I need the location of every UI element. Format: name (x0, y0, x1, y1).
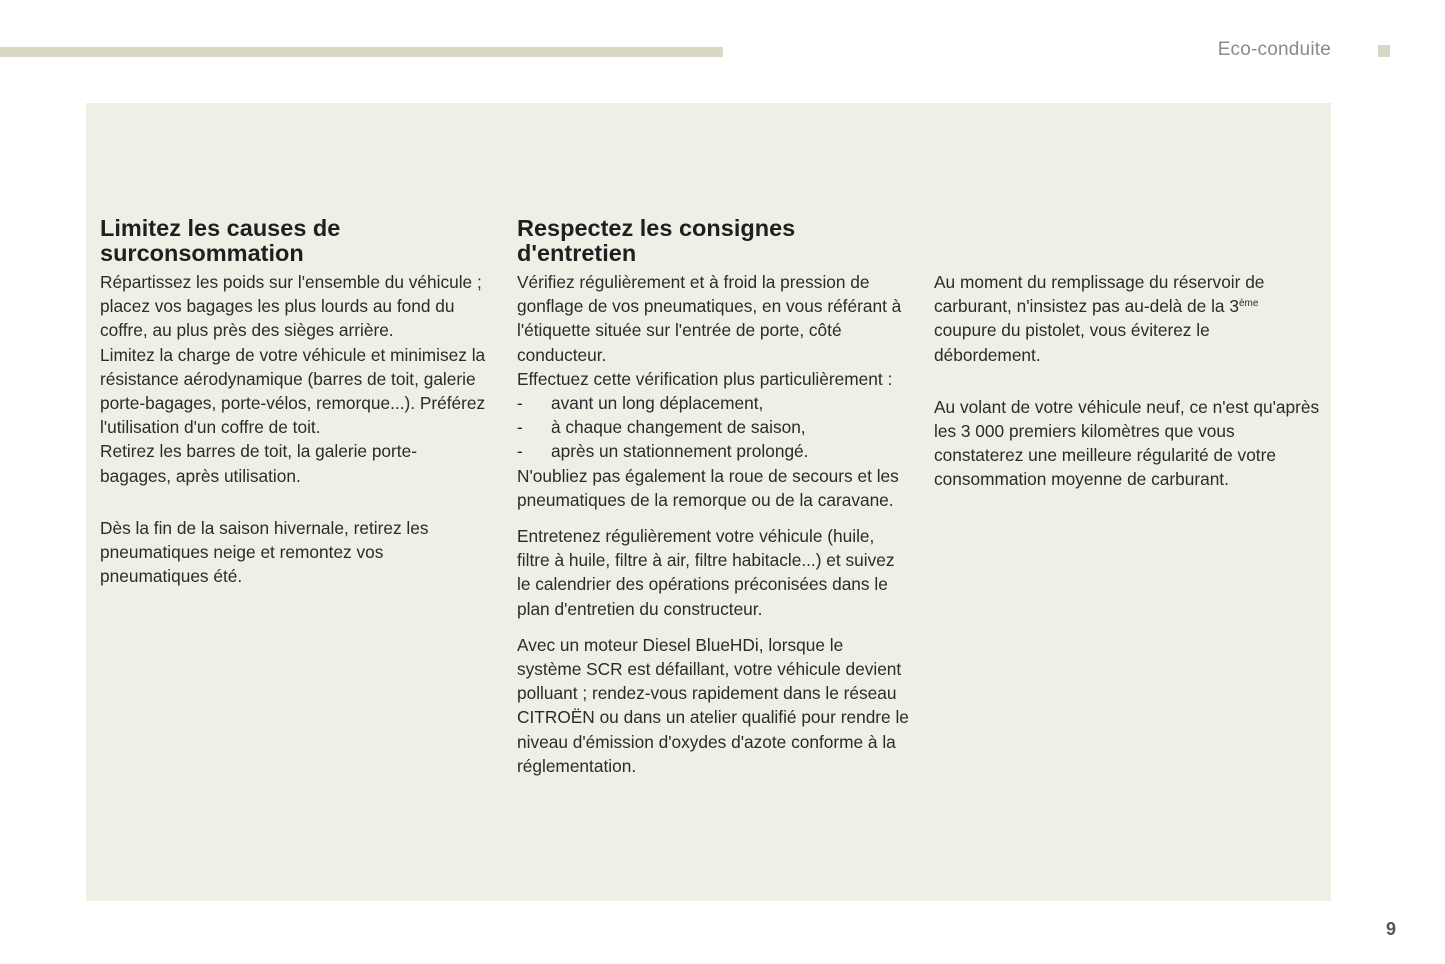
bullet-marker: - (517, 393, 523, 414)
list-item (517, 415, 909, 439)
column-overconsumption (100, 216, 486, 588)
paragraph-check-particularly: Effectuez cette vérification plus particulièrement : (517, 368, 893, 389)
page-number: 9 (1386, 919, 1397, 939)
paragraph-refuelling (934, 270, 1320, 367)
list-item-text: après un stationnement prolongé. (551, 441, 809, 462)
column-refuelling (934, 270, 1320, 492)
ordinal-superscript: ème (1238, 298, 1259, 310)
column-maintenance (517, 216, 909, 778)
heading-maintenance: Respectez les consignes d'entretien (517, 215, 796, 266)
list-item-text: avant un long déplacement, (551, 393, 764, 414)
refuelling-text-end: coupure du pistolet, vous éviterez le débordement. (934, 320, 1210, 365)
section-title: Eco-conduite (1217, 39, 1331, 60)
heading-overconsumption: Limitez les causes de surconsommation (100, 215, 341, 266)
spacer (517, 621, 909, 633)
bullet-marker: - (517, 441, 523, 462)
paragraph-regular-servicing: Entretenez régulièrement votre véhicule (huile, filtre à huile, filtre à air, filtre habitacle...) et suivez le calendrier des opérations préconisées dans le plan d'entretien du constructeur. (517, 526, 895, 619)
paragraph-remove-roof-bars: Retirez les barres de toit, la galerie porte-bagages, après utilisation. (100, 441, 417, 486)
paragraph-weight-distribution: Répartissez les poids sur l'ensemble du véhicule ; placez vos bagages les plus lourds au fond du coffre, au plus près des sièges arrière. (100, 272, 482, 341)
content-panel (86, 103, 1331, 901)
spacer (100, 488, 486, 516)
refuelling-text-start: Au moment du remplissage du réservoir de carburant, n'insistez pas au-delà de la 3 (934, 272, 1265, 317)
paragraph-tyre-pressure: Vérifiez régulièrement et à froid la pression de gonflage de vos pneumatiques, en vous référant à l'étiquette située sur l'entrée de porte, côté conducteur. (517, 272, 902, 365)
paragraph-winter-tyres: Dès la fin de la saison hivernale, retirez les pneumatiques neige et remontez vos pneumatiques été. (100, 517, 429, 587)
paragraph-new-vehicle: Au volant de votre véhicule neuf, ce n'est qu'après les 3 000 premiers kilomètres que vous constaterez une meilleure régularité de votre consommation moyenne de carburant. (934, 396, 1320, 490)
list-item-text: à chaque changement de saison, (551, 417, 806, 438)
spacer (934, 367, 1320, 395)
list-item (517, 439, 909, 463)
bullet-marker: - (517, 417, 523, 438)
header-accent-bar (0, 47, 723, 57)
spacer (517, 512, 909, 524)
section-marker-square (1378, 45, 1390, 57)
paragraph-bluehdi-scr: Avec un moteur Diesel BlueHDi, lorsque le système SCR est défaillant, votre véhicule devient polluant ; rendez-vous rapidement dans le réseau CITROËN ou dans un atelier qualifié pour rendre le niveau d'émission d'oxydes d'azote conforme à la réglementation. (517, 634, 909, 776)
list-item (517, 391, 909, 415)
paragraph-spare-wheel: N'oubliez pas également la roue de secours et les pneumatiques de la remorque ou de la caravane. (517, 465, 899, 510)
paragraph-limit-load: Limitez la charge de votre véhicule et minimisez la résistance aérodynamique (barres de toit, galerie porte-bagages, porte-vélos, remorque...). Préférez l'utilisation d'un coffre de toit. (100, 344, 486, 438)
